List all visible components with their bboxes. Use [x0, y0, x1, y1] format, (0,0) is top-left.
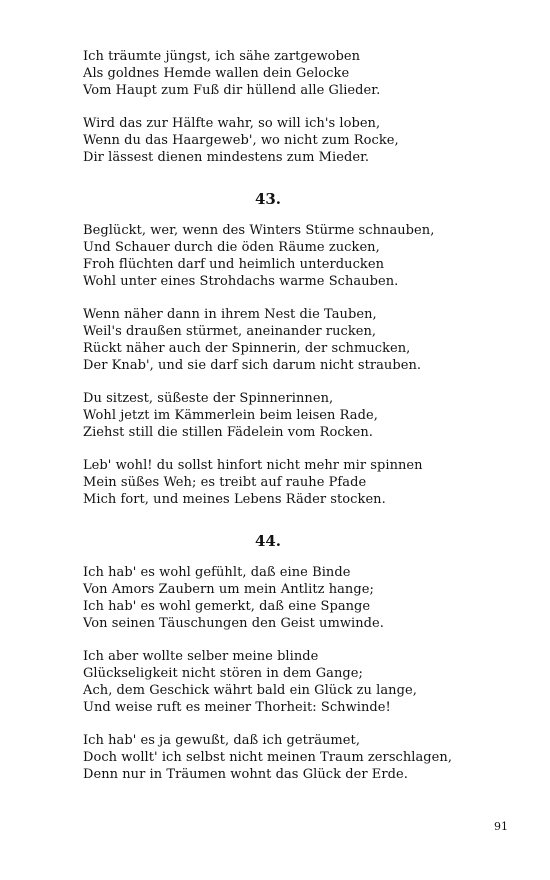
verse-line: Wenn du das Haargeweb', wo nicht zum Rocke, [83, 133, 399, 148]
verse-line: Und weise ruft es meiner Thorheit: Schwinde! [83, 700, 391, 715]
poem-continuation [83, 48, 523, 166]
verse-line: Mein süßes Weh; es treibt auf rauhe Pfade [83, 475, 367, 490]
verse-line: Ach, dem Geschick währt bald ein Glück zu lange, [83, 683, 417, 698]
verse-line: Dir lässest dienen mindestens zum Mieder. [83, 150, 370, 165]
stanza [83, 306, 523, 374]
stanza [83, 457, 523, 508]
page-number: 91 [494, 820, 508, 833]
verse-line: Ziehst still die stillen Fädelein vom Rocken. [83, 425, 373, 440]
poem-44 [83, 532, 523, 783]
poem-number-heading: 43. [254, 190, 282, 208]
verse-line: Von Amors Zaubern um mein Antlitz hange; [83, 582, 374, 597]
verse-line: Der Knab', und sie darf sich darum nicht strauben. [83, 358, 422, 373]
verse-line: Vom Haupt zum Fuß dir hüllend alle Glieder. [83, 83, 381, 98]
verse-line: Glückseligkeit nicht stören in dem Gange; [83, 666, 363, 681]
stanza [83, 732, 523, 783]
verse-line: Ich aber wollte selber meine blinde [83, 649, 319, 664]
verse-line: Wohl jetzt im Kämmerlein beim leisen Rade, [83, 408, 378, 423]
verse-line: Mich fort, und meines Lebens Räder stocken. [83, 492, 386, 507]
verse-line: Wohl unter eines Strohdachs warme Schauben. [83, 274, 399, 289]
verse-line: Von seinen Täuschungen den Geist umwinde. [83, 616, 384, 631]
stanza [83, 48, 523, 99]
stanza [83, 648, 523, 716]
verse-line: Beglückt, wer, wenn des Winters Stürme schnauben, [83, 223, 435, 238]
stanza [83, 222, 523, 290]
verse-line: Wenn näher dann in ihrem Nest die Tauben, [83, 307, 377, 322]
verse-line: Doch wollt' ich selbst nicht meinen Traum zerschlagen, [83, 750, 453, 765]
verse-line: Denn nur in Träumen wohnt das Glück der Erde. [83, 767, 408, 782]
verse-line: Du sitzest, süßeste der Spinnerinnen, [83, 391, 334, 406]
verse-line: Wird das zur Hälfte wahr, so will ich's loben, [83, 116, 381, 131]
verse-line: Und Schauer durch die öden Räume zucken, [83, 240, 380, 255]
verse-line: Froh flüchten darf und heimlich unterducken [83, 257, 385, 272]
stanza [83, 564, 523, 632]
verse-line: Als goldnes Hemde wallen dein Gelocke [83, 66, 350, 81]
stanza [83, 390, 523, 441]
verse-line: Ich hab' es wohl gefühlt, daß eine Binde [83, 565, 351, 580]
verse-line: Weil's draußen stürmet, aneinander rucken, [83, 324, 377, 339]
verse-line: Ich träumte jüngst, ich sähe zartgewoben [83, 49, 361, 64]
verse-line: Ich hab' es ja gewußt, daß ich geträumet, [83, 733, 361, 748]
poem-43 [83, 190, 523, 508]
verse-line: Leb' wohl! du sollst hinfort nicht mehr mir spinnen [83, 458, 423, 473]
page-body [83, 48, 523, 799]
poem-number-heading: 44. [254, 532, 282, 550]
verse-line: Rückt näher auch der Spinnerin, der schmucken, [83, 341, 411, 356]
verse-line: Ich hab' es wohl gemerkt, daß eine Spange [83, 599, 371, 614]
stanza [83, 115, 523, 166]
